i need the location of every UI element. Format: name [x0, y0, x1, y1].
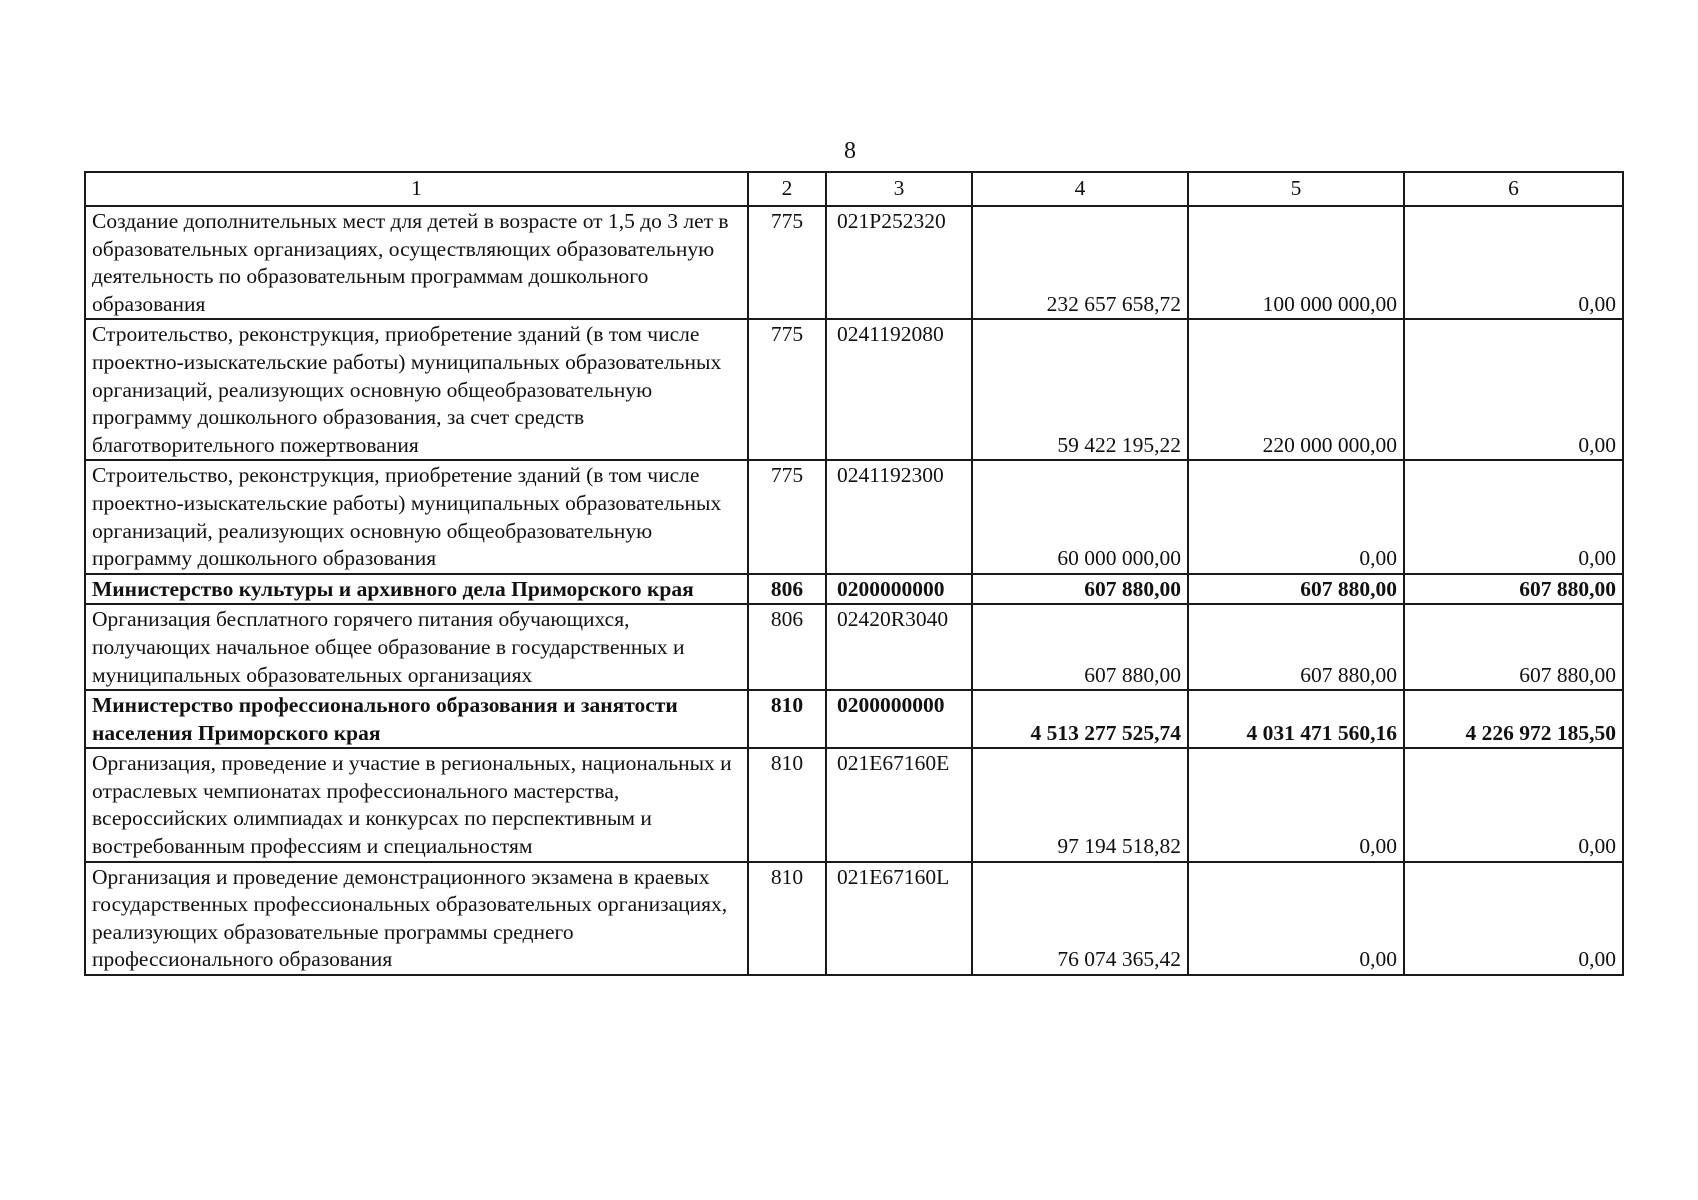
amount-col6: 0,00 [1404, 748, 1623, 861]
column-header: 2 [748, 172, 826, 206]
item-name: Создание дополнительных мест для детей в возрасте от 1,5 до 3 лет в образовательных организациях, осуществляющих образовательную деятельность по образовательным программам дошкольного образования [85, 206, 748, 319]
ministry-code: 810 [748, 862, 826, 975]
amount-col5: 0,00 [1188, 460, 1404, 573]
ministry-name: Министерство культуры и архивного дела Приморского края [85, 574, 748, 605]
amount-col5: 0,00 [1188, 862, 1404, 975]
budget-code: 0241192300 [826, 460, 972, 573]
budget-code: 0200000000 [826, 690, 972, 748]
ministry-total-row [85, 690, 1623, 748]
ministry-code: 810 [748, 690, 826, 748]
amount-col4: 60 000 000,00 [972, 460, 1188, 573]
budget-code: 0200000000 [826, 574, 972, 605]
amount-col5: 220 000 000,00 [1188, 319, 1404, 460]
amount-col4: 607 880,00 [972, 604, 1188, 690]
item-name: Организация бесплатного горячего питания обучающихся, получающих начальное общее образование в государственных и муниципальных образовательных организациях [85, 604, 748, 690]
amount-col6: 607 880,00 [1404, 604, 1623, 690]
item-name: Организация и проведение демонстрационного экзамена в краевых государственных профессиональных образовательных организациях, реализующих образовательные программы среднего профессионального образования [85, 862, 748, 975]
budget-code: 021E67160E [826, 748, 972, 861]
table-row [85, 748, 1623, 861]
amount-col6: 4 226 972 185,50 [1404, 690, 1623, 748]
ministry-code: 806 [748, 604, 826, 690]
table-row [85, 604, 1623, 690]
amount-col4: 4 513 277 525,74 [972, 690, 1188, 748]
table-row [85, 319, 1623, 460]
amount-col5: 4 031 471 560,16 [1188, 690, 1404, 748]
budget-code: 021P252320 [826, 206, 972, 319]
budget-table [84, 171, 1624, 976]
budget-code: 0241192080 [826, 319, 972, 460]
table-header-row [85, 172, 1623, 206]
column-header: 4 [972, 172, 1188, 206]
ministry-code: 806 [748, 574, 826, 605]
budget-code: 02420R3040 [826, 604, 972, 690]
table-row [85, 206, 1623, 319]
column-header: 3 [826, 172, 972, 206]
amount-col6: 0,00 [1404, 862, 1623, 975]
amount-col6: 0,00 [1404, 206, 1623, 319]
amount-col6: 0,00 [1404, 460, 1623, 573]
ministry-code: 775 [748, 206, 826, 319]
column-header: 6 [1404, 172, 1623, 206]
ministry-name: Министерство профессионального образования и занятости населения Приморского края [85, 690, 748, 748]
page-number: 8 [844, 138, 856, 164]
amount-col5: 100 000 000,00 [1188, 206, 1404, 319]
amount-col4: 607 880,00 [972, 574, 1188, 605]
item-name: Строительство, реконструкция, приобретение зданий (в том числе проектно-изыскательские работы) муниципальных образовательных организаций, реализующих основную общеобразовательную программу дошкольного образования, за счет средств благотворительного пожертвования [85, 319, 748, 460]
ministry-code: 775 [748, 460, 826, 573]
amount-col5: 607 880,00 [1188, 604, 1404, 690]
amount-col4: 97 194 518,82 [972, 748, 1188, 861]
amount-col4: 76 074 365,42 [972, 862, 1188, 975]
ministry-code: 810 [748, 748, 826, 861]
table-row [85, 862, 1623, 975]
amount-col6: 0,00 [1404, 319, 1623, 460]
column-header: 1 [85, 172, 748, 206]
budget-code: 021E67160L [826, 862, 972, 975]
amount-col6: 607 880,00 [1404, 574, 1623, 605]
amount-col5: 607 880,00 [1188, 574, 1404, 605]
ministry-code: 775 [748, 319, 826, 460]
table-row [85, 460, 1623, 573]
amount-col4: 232 657 658,72 [972, 206, 1188, 319]
item-name: Строительство, реконструкция, приобретение зданий (в том числе проектно-изыскательские работы) муниципальных образовательных организаций, реализующих основную общеобразовательную программу дошкольного образования [85, 460, 748, 573]
ministry-total-row [85, 574, 1623, 605]
amount-col4: 59 422 195,22 [972, 319, 1188, 460]
column-header: 5 [1188, 172, 1404, 206]
amount-col5: 0,00 [1188, 748, 1404, 861]
item-name: Организация, проведение и участие в региональных, национальных и отраслевых чемпионатах профессионального мастерства, всероссийских олимпиадах и конкурсах по перспективным и востребованным профессиям и специальностям [85, 748, 748, 861]
